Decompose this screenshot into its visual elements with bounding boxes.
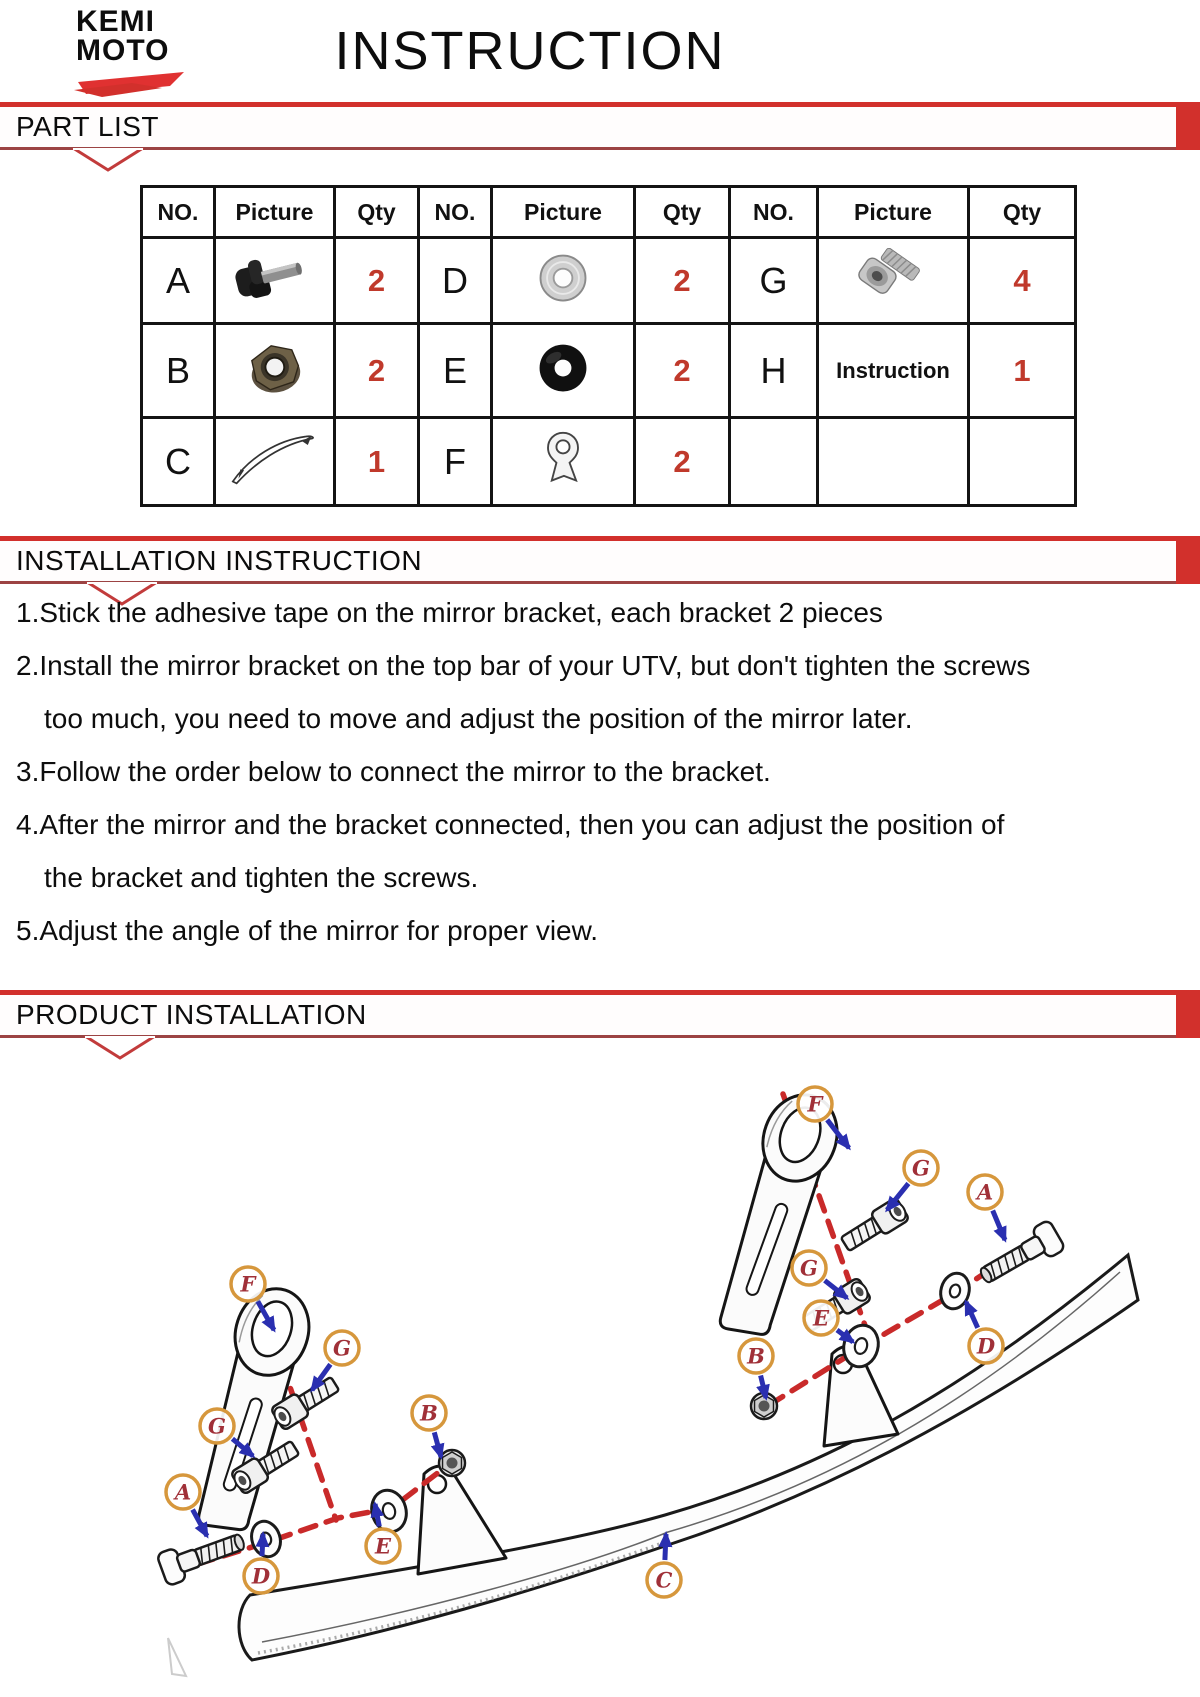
callout-D-right bbox=[966, 1302, 1003, 1363]
part-picture-cell bbox=[818, 418, 969, 506]
callout-letter: F bbox=[807, 1091, 823, 1117]
faint-watermark bbox=[168, 1638, 186, 1676]
instruction-step-line: the bracket and tighten the screws. bbox=[44, 862, 479, 893]
section-title-product: PRODUCT INSTALLATION bbox=[16, 999, 367, 1030]
table-header-cell: NO. bbox=[730, 187, 818, 238]
instruction-steps bbox=[16, 596, 1196, 967]
table-header-cell: Qty bbox=[635, 187, 730, 238]
callout-letter: E bbox=[374, 1533, 392, 1559]
section-title-installation: INSTALLATION INSTRUCTION bbox=[16, 545, 423, 576]
callout-A-right bbox=[968, 1175, 1005, 1240]
callout-letter: D bbox=[251, 1563, 271, 1589]
part-picture-cell bbox=[215, 238, 335, 324]
callout-letter: G bbox=[208, 1413, 226, 1439]
part-list-notch bbox=[72, 148, 144, 174]
table-header-cell: NO. bbox=[142, 187, 215, 238]
part-picture-cell bbox=[492, 238, 635, 324]
section-band-product bbox=[0, 990, 1200, 1038]
logo-swoosh-graphic bbox=[72, 70, 192, 100]
callout-letter: B bbox=[420, 1400, 438, 1426]
flange-nut-picture bbox=[223, 338, 327, 398]
callout-letter: D bbox=[976, 1333, 996, 1359]
callout-letter: G bbox=[800, 1255, 818, 1281]
knob-bolt-picture bbox=[223, 248, 327, 308]
part-no-cell: H bbox=[730, 324, 818, 418]
left-mirror-stem-drawing bbox=[418, 1466, 506, 1574]
exploded-view-diagram bbox=[0, 1050, 1200, 1697]
flat-washer-picture bbox=[511, 248, 615, 308]
instruction-booklet-label: Instruction bbox=[836, 357, 950, 383]
part-qty-cell bbox=[969, 418, 1076, 506]
table-header-cell: NO. bbox=[419, 187, 492, 238]
instruction-step-line: 3.Follow the order below to connect the mirror to the bracket. bbox=[16, 756, 771, 787]
callout-letter: C bbox=[655, 1567, 673, 1593]
table-header-cell: Qty bbox=[969, 187, 1076, 238]
callout-B-left bbox=[412, 1396, 446, 1457]
part-picture-cell bbox=[215, 324, 335, 418]
part-qty-cell: 2 bbox=[635, 418, 730, 506]
callout-letter: A bbox=[174, 1479, 192, 1505]
callout-letter: E bbox=[812, 1305, 830, 1331]
parts-table bbox=[140, 185, 1077, 507]
part-picture-cell bbox=[492, 418, 635, 506]
mirror-body-drawing bbox=[239, 1255, 1138, 1660]
section-band-part-list bbox=[0, 102, 1200, 150]
table-header-cell: Qty bbox=[335, 187, 419, 238]
left-nut-drawing bbox=[439, 1450, 465, 1476]
part-qty-cell: 4 bbox=[969, 238, 1076, 324]
callout-arrow bbox=[262, 1534, 263, 1556]
callout-arrow bbox=[993, 1211, 1005, 1241]
part-no-cell: G bbox=[730, 238, 818, 324]
part-qty-cell: 2 bbox=[335, 238, 419, 324]
instruction-step-line: 1.Stick the adhesive tape on the mirror bracket, each bracket 2 pieces bbox=[16, 597, 883, 628]
part-no-cell bbox=[730, 418, 818, 506]
brand-logo bbox=[76, 5, 170, 67]
part-picture-cell bbox=[492, 324, 635, 418]
instruction-step-line: too much, you need to move and adjust the position of the mirror later. bbox=[44, 703, 913, 734]
rubber-washer-picture bbox=[511, 338, 615, 398]
callout-arrow bbox=[434, 1432, 441, 1457]
callout-G-left-upper bbox=[312, 1331, 359, 1390]
part-picture-cell bbox=[818, 324, 969, 418]
section-title-part-list: PART LIST bbox=[16, 111, 159, 142]
instruction-step-line: 2.Install the mirror bracket on the top bar of your UTV, but don't tighten the screws bbox=[16, 650, 1031, 681]
callout-letter: G bbox=[333, 1335, 351, 1361]
left-flat-washer-drawing bbox=[247, 1518, 285, 1561]
part-picture-cell bbox=[215, 418, 335, 506]
part-no-cell: F bbox=[419, 418, 492, 506]
socket-screw-picture bbox=[841, 248, 945, 308]
part-qty-cell: 2 bbox=[335, 324, 419, 418]
brand-logo-line1: KEMI bbox=[76, 5, 155, 38]
part-no-cell: E bbox=[419, 324, 492, 418]
section-band-installation bbox=[0, 536, 1200, 584]
instruction-step-line: 5.Adjust the angle of the mirror for proper view. bbox=[16, 915, 599, 946]
parts-table-row bbox=[142, 238, 1076, 324]
callout-arrow bbox=[665, 1534, 666, 1560]
callout-letter: F bbox=[240, 1271, 256, 1297]
table-header-cell: Picture bbox=[215, 187, 335, 238]
mirror-blade-picture bbox=[223, 429, 327, 489]
left-knob-bolt-drawing bbox=[156, 1525, 248, 1586]
table-header-cell: Picture bbox=[818, 187, 969, 238]
part-qty-cell: 2 bbox=[635, 238, 730, 324]
callout-letter: B bbox=[747, 1343, 765, 1369]
callout-G-right-upper bbox=[887, 1151, 938, 1210]
clamp-piece-picture bbox=[511, 429, 615, 489]
part-no-cell: B bbox=[142, 324, 215, 418]
parts-table-row bbox=[142, 418, 1076, 506]
part-picture-cell bbox=[818, 238, 969, 324]
part-no-cell: C bbox=[142, 418, 215, 506]
parts-table-row bbox=[142, 324, 1076, 418]
part-qty-cell: 1 bbox=[969, 324, 1076, 418]
callout-letter: A bbox=[976, 1179, 994, 1205]
right-upper-screw-drawing bbox=[838, 1197, 910, 1256]
part-no-cell: A bbox=[142, 238, 215, 324]
brand-logo-line2: MOTO bbox=[76, 33, 170, 67]
page-title: INSTRUCTION bbox=[334, 21, 726, 81]
table-header-cell: Picture bbox=[492, 187, 635, 238]
callout-letter: G bbox=[912, 1155, 930, 1181]
callout-arrow bbox=[966, 1302, 978, 1328]
right-knob-bolt-drawing bbox=[974, 1219, 1065, 1291]
instruction-step-line: 4.After the mirror and the bracket connected, then you can adjust the position of bbox=[16, 809, 1005, 840]
part-qty-cell: 2 bbox=[635, 324, 730, 418]
part-no-cell: D bbox=[419, 238, 492, 324]
part-qty-cell: 1 bbox=[335, 418, 419, 506]
callout-B-right bbox=[739, 1339, 773, 1398]
